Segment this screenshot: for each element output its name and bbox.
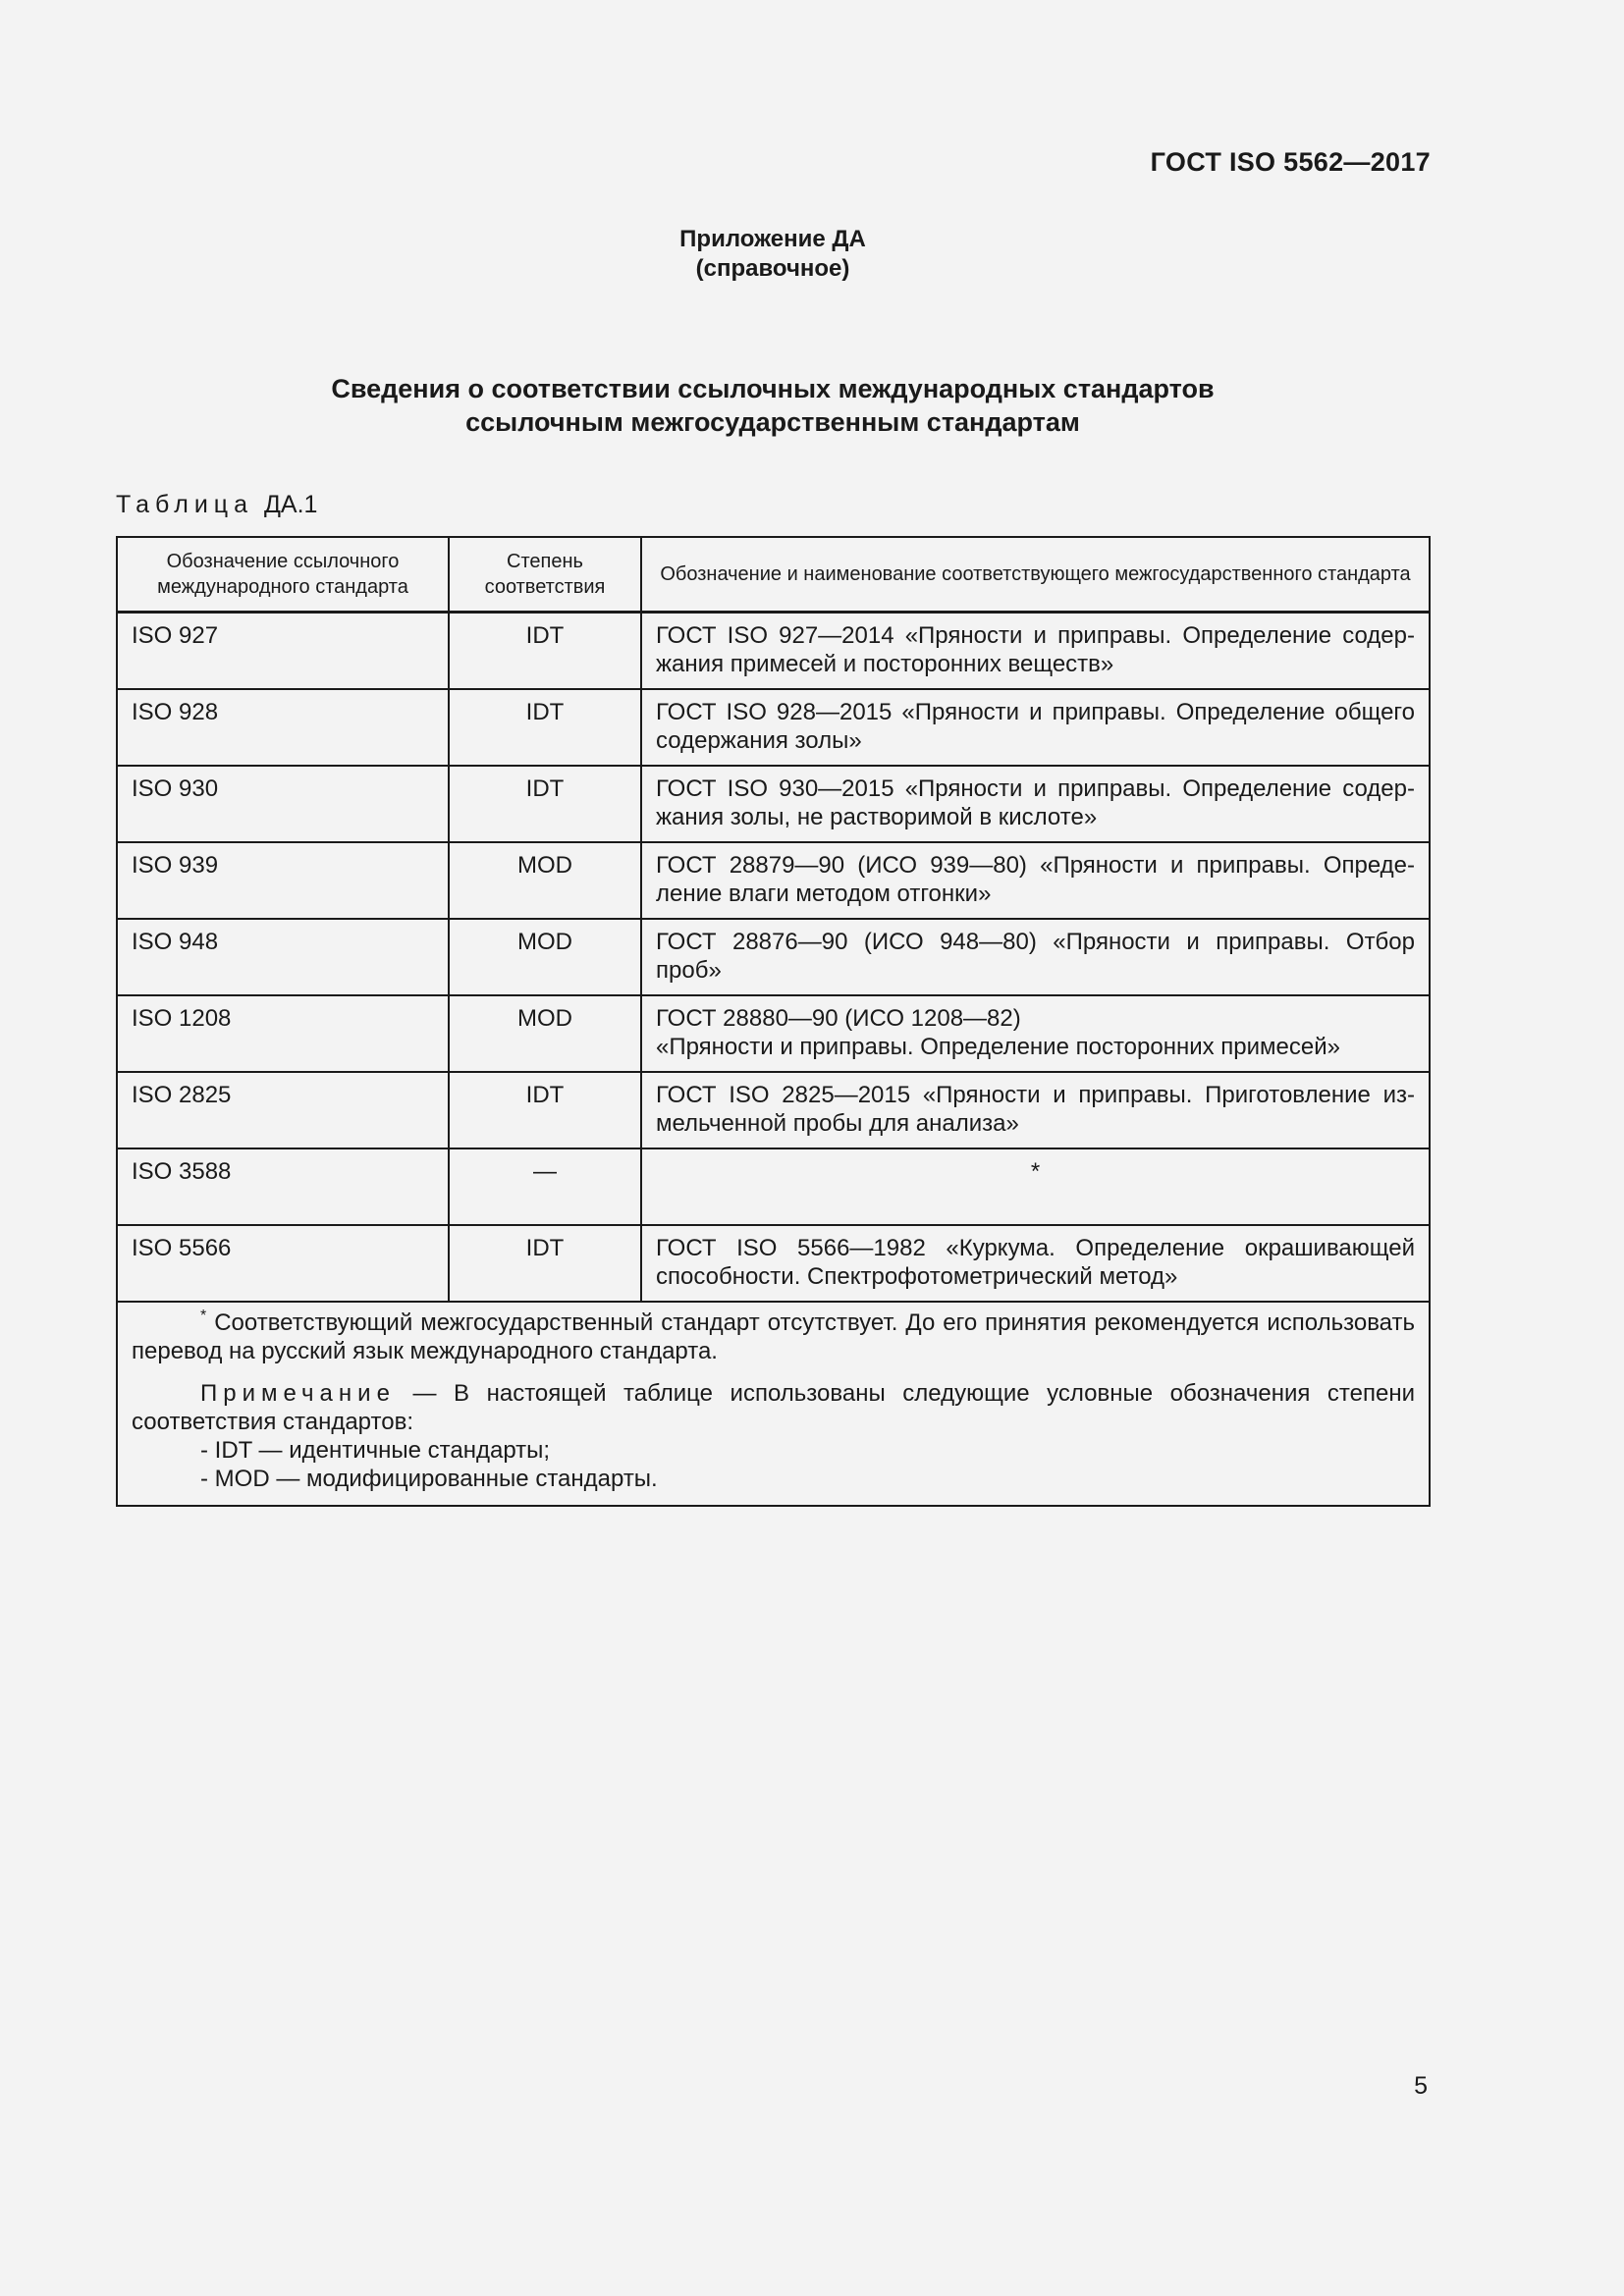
cell-degree: MOD [449, 919, 641, 995]
appendix-heading [0, 225, 1545, 284]
table-row [117, 919, 1430, 995]
cell-degree: — [449, 1148, 641, 1225]
cell-gost: ГОСТ ISO 5566—1982 «Куркума. Определение окрашивающей способности. Спектрофотометрический метод» [641, 1225, 1430, 1302]
cell-gost: ГОСТ ISO 927—2014 «Пряности и приправы. Определение содержания примесей и посторонних веществ» [641, 613, 1430, 690]
note-label: Примечание [200, 1380, 396, 1407]
cell-degree: IDT [449, 1225, 641, 1302]
document-code: ГОСТ ISO 5562—2017 [1150, 147, 1431, 177]
cell-degree: IDT [449, 1072, 641, 1148]
cell-iso: ISO 2825 [117, 1072, 449, 1148]
cell-iso: ISO 5566 [117, 1225, 449, 1302]
cell-gost: ГОСТ 28876—90 (ИСО 948—80) «Пряности и приправы. Отбор проб» [641, 919, 1430, 995]
table-caption-word: Таблица [116, 491, 254, 518]
note-item: - IDT — идентичные стандарты; [200, 1437, 551, 1464]
note-item: - MOD — модифицированные стандарты. [200, 1466, 658, 1492]
table-row [117, 1148, 1430, 1225]
page-number: 5 [1414, 2072, 1428, 2100]
appendix-subtitle: (справочное) [695, 255, 850, 282]
table-notes [117, 1302, 1430, 1506]
cell-iso: ISO 927 [117, 613, 449, 690]
footnote-text: Соответствующий межгосударственный стандарт отсутствует. До его принятия рекомендуется использовать перевод на русский язык международного стандарта. [132, 1309, 1415, 1364]
table-caption-number: ДА.1 [263, 491, 318, 518]
table-note [132, 1379, 1415, 1436]
cell-iso: ISO 1208 [117, 995, 449, 1072]
cell-degree: IDT [449, 613, 641, 690]
header-degree-of-conformity: Степень соответствия [449, 537, 641, 613]
table-header-row [117, 537, 1430, 613]
cell-gost: ГОСТ 28879—90 (ИСО 939—80) «Пряности и приправы. Определение влаги методом отгонки» [641, 842, 1430, 919]
table-row [117, 613, 1430, 690]
footnote [132, 1308, 1415, 1365]
cell-gost: ГОСТ ISO 2825—2015 «Пряности и приправы. Приготовление измельченной пробы для анализа» [641, 1072, 1430, 1148]
table-row [117, 689, 1430, 766]
table-caption [116, 491, 317, 519]
section-title-line: Сведения о соответствии ссылочных международных стандартов [331, 374, 1215, 403]
header-international-standard: Обозначение ссылочного международного стандарта [117, 537, 449, 613]
note-text: — В настоящей таблице использованы следующие условные обозначения степени соответствия стандартов: [132, 1380, 1416, 1435]
table-row [117, 766, 1430, 842]
cell-iso: ISO 939 [117, 842, 449, 919]
cell-gost-line: «Пряности и приправы. Определение посторонних примесей» [656, 1034, 1340, 1060]
cell-gost: * [641, 1148, 1430, 1225]
cell-iso: ISO 948 [117, 919, 449, 995]
table-row [117, 1072, 1430, 1148]
table-row [117, 842, 1430, 919]
cell-iso: ISO 928 [117, 689, 449, 766]
header-interstate-standard: Обозначение и наименование соответствующего межгосударственного стандарта [641, 537, 1430, 613]
cell-gost-line: ГОСТ 28880—90 (ИСО 1208—82) [656, 1005, 1021, 1032]
table-row [117, 1225, 1430, 1302]
reference-standards-table [116, 536, 1431, 1507]
cell-iso: ISO 930 [117, 766, 449, 842]
cell-gost [641, 995, 1430, 1072]
appendix-title: Приложение ДА [679, 226, 866, 252]
section-title-line: ссылочным межгосударственным стандартам [465, 407, 1080, 437]
cell-degree: MOD [449, 995, 641, 1072]
cell-iso: ISO 3588 [117, 1148, 449, 1225]
cell-gost: ГОСТ ISO 930—2015 «Пряности и приправы. Определение содержания золы, не растворимой в кислоте» [641, 766, 1430, 842]
section-title [0, 372, 1545, 439]
cell-degree: IDT [449, 766, 641, 842]
table-row [117, 995, 1430, 1072]
cell-gost: ГОСТ ISO 928—2015 «Пряности и приправы. Определение общего содержания золы» [641, 689, 1430, 766]
cell-degree: MOD [449, 842, 641, 919]
table-notes-row [117, 1302, 1430, 1506]
footnote-mark: * [200, 1308, 207, 1324]
cell-degree: IDT [449, 689, 641, 766]
